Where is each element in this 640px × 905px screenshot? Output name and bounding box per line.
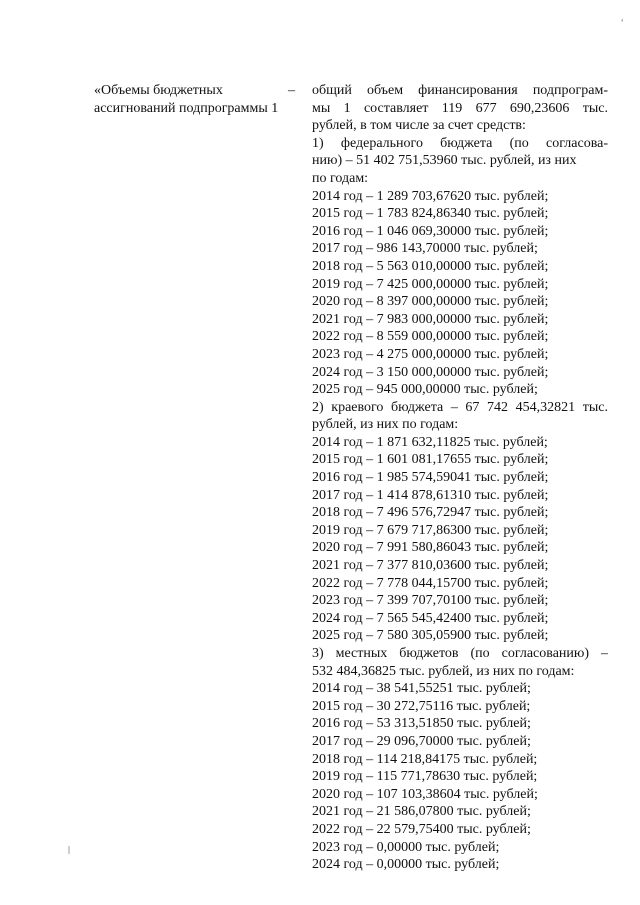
regional-year-2018: 2018 год – 7 496 576,72947 тыс. рублей; (312, 505, 549, 521)
left-label-line-1: «Объемы бюджетных (94, 83, 223, 98)
local-year-2016: 2016 год – 53 313,51850 тыс. рублей; (312, 716, 531, 732)
local-intro-line-1: 3) местных бюджетов (по согласованию) – (312, 646, 608, 661)
regional-year-2023: 2023 год – 7 399 707,70100 тыс. рублей; (312, 593, 549, 609)
federal-year-2015: 2015 год – 1 783 824,86340 тыс. рублей; (312, 206, 549, 222)
regional-year-2014: 2014 год – 1 871 632,11825 тыс. рублей; (312, 434, 548, 450)
federal-year-2020: 2020 год – 8 397 000,00000 тыс. рублей; (312, 294, 549, 310)
regional-year-2019: 2019 год – 7 679 717,86300 тыс. рублей; (312, 522, 549, 538)
regional-intro-line-1: 2) краевого бюджета – 67 742 454,32821 тыс. (312, 399, 608, 415)
federal-year-2023: 2023 год – 4 275 000,00000 тыс. рублей; (312, 346, 549, 362)
federal-year-2014: 2014 год – 1 289 703,67620 тыс. рублей; (312, 188, 549, 204)
scan-speck (68, 846, 70, 854)
local-year-2023: 2023 год – 0,00000 тыс. рублей; (312, 839, 500, 855)
local-year-2017: 2017 год – 29 096,70000 тыс. рублей; (312, 733, 531, 749)
federal-year-2024: 2024 год – 3 150 000,00000 тыс. рублей; (312, 364, 549, 380)
left-label-block (94, 82, 294, 117)
regional-year-2022: 2022 год – 7 778 044,15700 тыс. рублей; (312, 575, 549, 591)
regional-intro-line-2: рублей, из них по годам: (312, 417, 459, 433)
federal-year-2025: 2025 год – 945 000,00000 тыс. рублей; (312, 382, 538, 398)
regional-year-2016: 2016 год – 1 985 574,59041 тыс. рублей; (312, 470, 549, 486)
local-year-2020: 2020 год – 107 103,38604 тыс. рублей; (312, 786, 538, 802)
local-intro-line-2: 532 484,36825 тыс. рублей, из них по годам: (312, 663, 575, 679)
federal-year-2019: 2019 год – 7 425 000,00000 тыс. рублей; (312, 276, 549, 292)
intro-line-6: по годам: (312, 170, 369, 186)
left-label-line-2: ассигнований подпрограммы 1 (94, 100, 279, 116)
federal-year-2016: 2016 год – 1 046 069,30000 тыс. рублей; (312, 223, 549, 239)
intro-line-2: мы 1 составляет 119 677 690,23606 тыс. (312, 100, 608, 116)
federal-year-2017: 2017 год – 986 143,70000 тыс. рублей; (312, 241, 538, 257)
separator-dash: – (288, 83, 295, 98)
local-year-2014: 2014 год – 38 541,55251 тыс. рублей; (312, 681, 531, 697)
local-year-2018: 2018 год – 114 218,84175 тыс. рублей; (312, 751, 538, 767)
intro-line-3: рублей, в том числе за счет средств: (312, 118, 526, 134)
local-year-2024: 2024 год – 0,00000 тыс. рублей; (312, 857, 500, 873)
funding-text-block (312, 82, 608, 874)
federal-year-2021: 2021 год – 7 983 000,00000 тыс. рублей; (312, 311, 549, 327)
intro-line-5: нию) – 51 402 751,53960 тыс. рублей, из них (312, 153, 577, 169)
intro-line-1: общий объем финансирования подпрограм- (312, 83, 608, 98)
regional-year-2015: 2015 год – 1 601 081,17655 тыс. рублей; (312, 452, 549, 468)
intro-line-4: 1) федерального бюджета (по согласова- (312, 135, 608, 151)
regional-year-2021: 2021 год – 7 377 810,03600 тыс. рублей; (312, 558, 549, 574)
regional-year-2017: 2017 год – 1 414 878,61310 тыс. рублей; (312, 487, 549, 503)
local-year-2015: 2015 год – 30 272,75116 тыс. рублей; (312, 698, 531, 714)
federal-year-2022: 2022 год – 8 559 000,00000 тыс. рублей; (312, 329, 549, 345)
local-year-2021: 2021 год – 21 586,07800 тыс. рублей; (312, 804, 531, 820)
regional-year-2025: 2025 год – 7 580 305,05900 тыс. рублей; (312, 628, 549, 644)
local-year-2022: 2022 год – 22 579,75400 тыс. рублей; (312, 821, 531, 837)
federal-year-2018: 2018 год – 5 563 010,00000 тыс. рублей; (312, 258, 549, 274)
regional-year-2020: 2020 год – 7 991 580,86043 тыс. рублей; (312, 540, 549, 556)
local-year-2019: 2019 год – 115 771,78630 тыс. рублей; (312, 769, 538, 785)
corner-mark: ‘ (620, 18, 624, 29)
regional-year-2024: 2024 год – 7 565 545,42400 тыс. рублей; (312, 610, 549, 626)
